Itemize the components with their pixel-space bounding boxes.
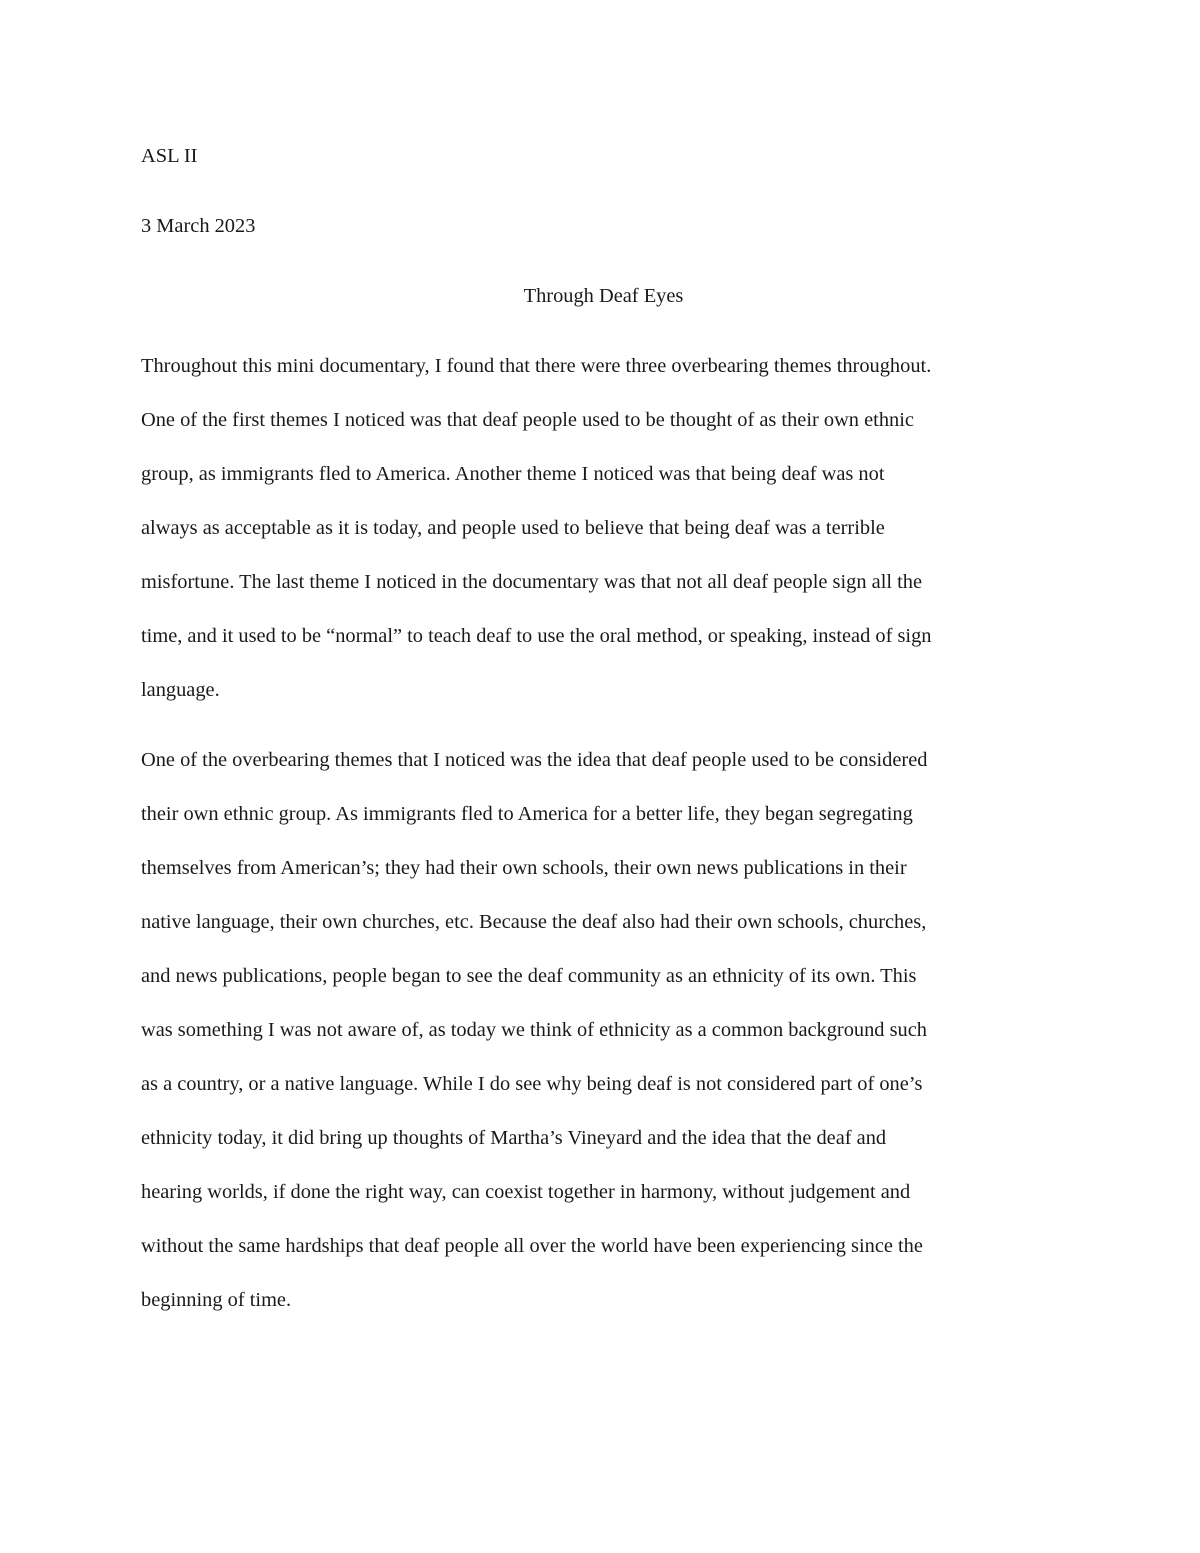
page-title: Through Deaf Eyes [523, 285, 684, 307]
paragraph-line: misfortune. The last theme I noticed in the documentary was that not all deaf people sign all the [141, 571, 923, 593]
paragraph-line: beginning of time. [141, 1289, 292, 1311]
paragraph-line: their own ethnic group. As immigrants fled to America for a better life, they began segregating [141, 803, 913, 825]
course-name: ASL II [141, 145, 198, 167]
paragraph-line: was something I was not aware of, as today we think of ethnicity as a common background such [141, 1019, 927, 1041]
paragraph-line: One of the overbearing themes that I noticed was the idea that deaf people used to be considered [141, 749, 928, 771]
paragraph-line: language. [141, 679, 220, 701]
paragraph-line: and news publications, people began to see the deaf community as an ethnicity of its own. This [141, 965, 917, 987]
paragraph-1 [141, 339, 1066, 717]
document-body [141, 129, 1066, 1327]
paragraph-line: themselves from American’s; they had their own schools, their own news publications in their [141, 857, 907, 879]
paragraph-line: without the same hardships that deaf people all over the world have been experiencing since the [141, 1235, 923, 1257]
paragraph-line: group, as immigrants fled to America. Another theme I noticed was that being deaf was not [141, 463, 885, 485]
paragraph-2 [141, 733, 1066, 1327]
paragraph-line: ethnicity today, it did bring up thoughts of Martha’s Vineyard and the idea that the deaf and [141, 1127, 887, 1149]
paragraph-line: native language, their own churches, etc. Because the deaf also had their own schools, churches, [141, 911, 927, 933]
paragraph-line: as a country, or a native language. While I do see why being deaf is not considered part of one’s [141, 1073, 923, 1095]
paragraph-line: Throughout this mini documentary, I found that there were three overbearing themes throughout. [141, 355, 932, 377]
paragraph-line: hearing worlds, if done the right way, can coexist together in harmony, without judgement and [141, 1181, 911, 1203]
paragraph-line: One of the first themes I noticed was that deaf people used to be thought of as their own ethnic [141, 409, 914, 431]
document-date: 3 March 2023 [141, 215, 256, 237]
paragraph-line: always as acceptable as it is today, and people used to believe that being deaf was a terrible [141, 517, 885, 539]
paragraph-line: time, and it used to be “normal” to teach deaf to use the oral method, or speaking, instead of sign [141, 625, 932, 647]
